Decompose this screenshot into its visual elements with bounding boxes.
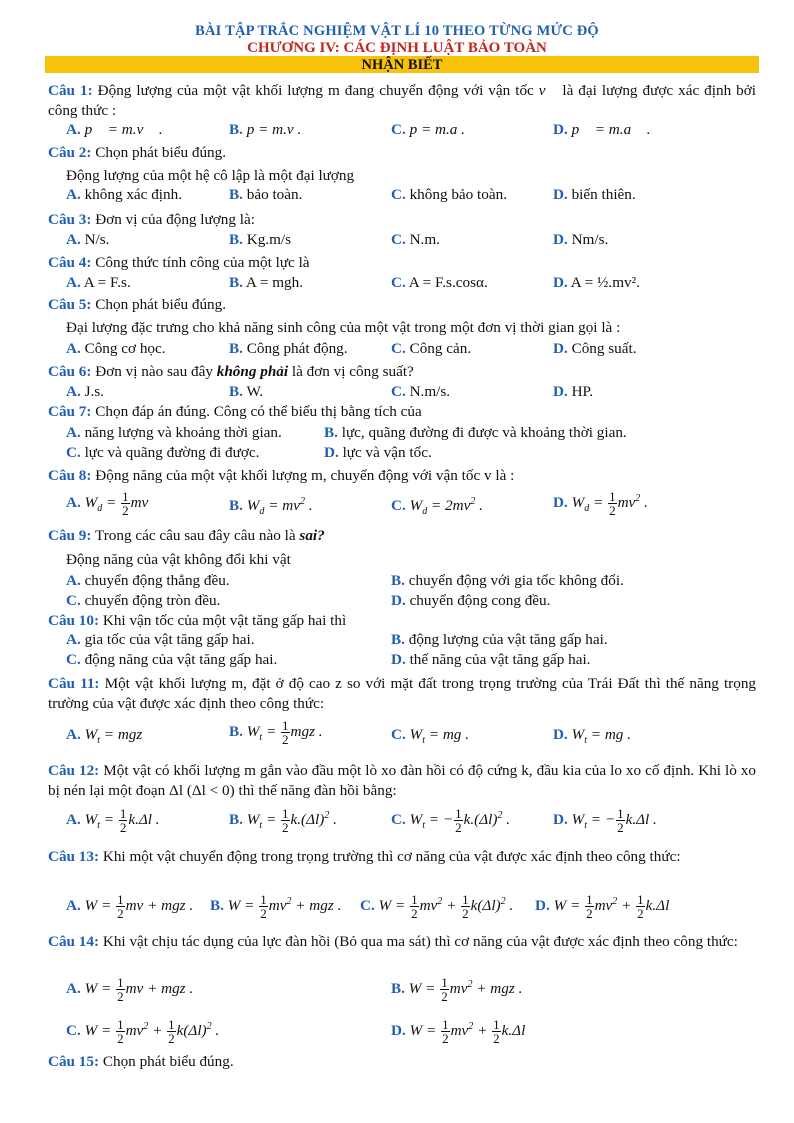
question-3: Câu 3: Đơn vị của động lượng là: xyxy=(48,211,255,228)
option-12d[interactable]: D. $W_t$ = − $\frac{1}{2}$ k.Δl . xyxy=(553,806,657,835)
fraction-half: $\frac{1}{2}$ xyxy=(260,892,267,921)
fraction-half: $\frac{1}{2}$ xyxy=(455,806,462,835)
fraction-half: $\frac{1}{2}$ xyxy=(119,806,127,835)
fraction-half: $\frac{1}{2}$ xyxy=(586,892,593,921)
option-10b[interactable]: B. động lượng của vật tăng gấp hai. xyxy=(391,631,608,648)
option-2b[interactable]: B. bảo toàn. xyxy=(229,186,303,203)
option-11c[interactable]: C. $W_t$ = mg . xyxy=(391,726,469,747)
option-1c[interactable]: C. p = m.a . xyxy=(391,121,465,138)
fraction-half: $\frac{1}{2}$ xyxy=(117,892,124,921)
option-11d[interactable]: D. $W_t$ = mg . xyxy=(553,726,631,747)
option-13b[interactable]: B. W = $\frac{1}{2}$ $mv^2$ + mgz . xyxy=(210,892,342,921)
fraction-half: $\frac{1}{2}$ xyxy=(282,806,289,835)
option-10c[interactable]: C. động năng của vật tăng gấp hai. xyxy=(66,651,278,668)
option-5c[interactable]: C. Công cản. xyxy=(391,340,472,357)
option-14c[interactable]: C. W = $\frac{1}{2}$ $mv^2$ + $\frac{1}{2}$ $k(\Delta l)^2$ . xyxy=(66,1017,220,1046)
option-4c[interactable]: C. A = F.s.cosα. xyxy=(391,274,488,291)
option-4a[interactable]: A. A = F.s. xyxy=(66,274,131,291)
fraction-half: $\frac{1}{2}$ xyxy=(122,489,129,518)
option-6b[interactable]: B. W. xyxy=(229,383,264,400)
document-title: BÀI TẬP TRẮC NGHIỆM VẬT LÍ 10 THEO TỪNG MỨC ĐỘ xyxy=(195,23,599,39)
option-13c[interactable]: C. W = $\frac{1}{2}$ $mv^2$ + $\frac{1}{2}$ $k(\Delta l)^2$ . xyxy=(360,892,514,921)
option-9c[interactable]: C. chuyển động tròn đều. xyxy=(66,592,221,609)
fraction-half: $\frac{1}{2}$ xyxy=(168,1017,175,1046)
fraction-half: $\frac{1}{2}$ xyxy=(441,975,448,1004)
option-7b[interactable]: B. lực, quãng đường đi được và khoảng thời gian. xyxy=(324,424,627,441)
option-14d[interactable]: D. W = $\frac{1}{2}$ $mv^2$ + $\frac{1}{2}$ k.Δl xyxy=(391,1017,526,1046)
question-4: Câu 4: Công thức tính công của một lực là xyxy=(48,254,310,271)
question-13: Câu 13: Khi một vật chuyển động trong trọng trường thì cơ năng của vật được xác định theo công thức: xyxy=(48,848,681,865)
option-7d[interactable]: D. lực và vận tốc. xyxy=(324,444,432,461)
question-1: Câu 1: Động lượng của một vật khối lượng m đang chuyển động với vận tốc v⃗ là đại lượng được xác định bởi công thức : xyxy=(48,82,757,119)
question-5-stem: Đại lượng đặc trưng cho khả năng sinh công của một vật trong một đơn vị thời gian gọi là : xyxy=(66,319,621,336)
question-2: Câu 2: Chọn phát biểu đúng. xyxy=(48,144,227,161)
question-10: Câu 10: Khi vận tốc của một vật tăng gấp hai thì xyxy=(48,612,347,629)
option-2c[interactable]: C. không bảo toàn. xyxy=(391,186,507,203)
fraction-half: $\frac{1}{2}$ xyxy=(609,489,616,518)
option-10d[interactable]: D. thế năng của vật tăng gấp hai. xyxy=(391,651,591,668)
option-12c[interactable]: C. $W_t$ = − $\frac{1}{2}$ $k.(\Delta l)^2$ . xyxy=(391,806,510,835)
option-1d[interactable]: D. p⃗ = m.a⃗ . xyxy=(553,121,651,138)
level-band: NHẬN BIẾT xyxy=(45,56,759,73)
option-9a[interactable]: A. chuyển động thẳng đều. xyxy=(66,572,230,589)
option-10a[interactable]: A. gia tốc của vật tăng gấp hai. xyxy=(66,631,255,648)
option-8c[interactable]: C. $W_d = 2mv^2$ . xyxy=(391,495,483,518)
option-6c[interactable]: C. N.m/s. xyxy=(391,383,451,400)
option-6a[interactable]: A. J.s. xyxy=(66,383,104,400)
option-7c[interactable]: C. lực và quãng đường đi được. xyxy=(66,444,260,461)
fraction-half: $\frac{1}{2}$ xyxy=(117,975,124,1004)
fraction-half: $\frac{1}{2}$ xyxy=(493,1017,500,1046)
option-7a[interactable]: A. năng lượng và khoảng thời gian. xyxy=(66,424,282,441)
option-5a[interactable]: A. Công cơ học. xyxy=(66,340,166,357)
option-1a[interactable]: A. p⃗ = m.v⃗ . xyxy=(66,121,163,138)
option-12a[interactable]: A. $W_t$ = $\frac{1}{2}$ k.Δl . xyxy=(66,806,160,835)
option-9b[interactable]: B. chuyển động với gia tốc không đổi. xyxy=(391,572,624,589)
option-4d[interactable]: D. A = ½.mv². xyxy=(553,274,640,291)
fraction-half: $\frac{1}{2}$ xyxy=(411,892,418,921)
chapter-title: CHƯƠNG IV: CÁC ĐỊNH LUẬT BẢO TOÀN xyxy=(247,40,547,56)
question-5: Câu 5: Chọn phát biểu đúng. xyxy=(48,296,227,313)
option-14a[interactable]: A. W = $\frac{1}{2}$ mv + mgz . xyxy=(66,975,194,1004)
option-11a[interactable]: A. $W_t$ = mgz xyxy=(66,726,143,747)
question-15: Câu 15: Chọn phát biểu đúng. xyxy=(48,1053,234,1070)
option-13d[interactable]: D. W = $\frac{1}{2}$ $mv^2$ + $\frac{1}{2}$ k.Δl xyxy=(535,892,670,921)
option-12b[interactable]: B. $W_t$ = $\frac{1}{2}$ $k.(\Delta l)^2$ . xyxy=(229,806,337,835)
option-3a[interactable]: A. N/s. xyxy=(66,231,110,248)
option-3b[interactable]: B. Kg.m/s xyxy=(229,231,292,248)
fraction-half: $\frac{1}{2}$ xyxy=(462,892,469,921)
option-13a[interactable]: A. W = $\frac{1}{2}$ mv + mgz . xyxy=(66,892,194,921)
option-5b[interactable]: B. Công phát động. xyxy=(229,340,348,357)
option-9d[interactable]: D. chuyển động cong đều. xyxy=(391,592,551,609)
fraction-half: $\frac{1}{2}$ xyxy=(637,892,644,921)
option-2d[interactable]: D. biến thiên. xyxy=(553,186,636,203)
question-11: Câu 11: Một vật khối lượng m, đặt ở độ cao z so với mặt đất trong trọng trường của Trái Đất thì thế năng trọng trường của vật được xác định theo công thức: xyxy=(48,675,757,712)
option-3d[interactable]: D. Nm/s. xyxy=(553,231,609,248)
question-9: Câu 9: Trong các câu sau đây câu nào là sai? xyxy=(48,527,325,544)
option-8b[interactable]: B. $W_d = mv^2$ . xyxy=(229,495,313,518)
option-2a[interactable]: A. không xác định. xyxy=(66,186,182,203)
option-8a[interactable]: A. $W_d$ = $\frac{1}{2}$ mv xyxy=(66,489,149,518)
fraction-half: $\frac{1}{2}$ xyxy=(617,806,624,835)
option-6d[interactable]: D. HP. xyxy=(553,383,594,400)
option-14b[interactable]: B. W = $\frac{1}{2}$ $mv^2$ + mgz . xyxy=(391,975,523,1004)
question-6: Câu 6: Đơn vị nào sau đây không phải là đơn vị công suất? xyxy=(48,363,414,380)
option-3c[interactable]: C. N.m. xyxy=(391,231,440,248)
option-11b[interactable]: B. $W_t$ = $\frac{1}{2}$ mgz . xyxy=(229,718,323,747)
question-8: Câu 8: Động năng của một vật khối lượng m, chuyển động với vận tốc v là : xyxy=(48,467,515,484)
option-1b[interactable]: B. p = m.v . xyxy=(229,121,302,138)
question-2-stem: Động lượng của một hệ cô lập là một đại lượng xyxy=(66,167,355,184)
question-9-stem: Động năng của vật không đổi khi vật xyxy=(66,551,291,568)
question-7: Câu 7: Chọn đáp án đúng. Công có thể biểu thị bằng tích của xyxy=(48,403,422,420)
fraction-half: $\frac{1}{2}$ xyxy=(282,718,289,747)
question-12: Câu 12: Một vật có khối lượng m gắn vào đầu một lò xo đàn hồi có độ cứng k, đầu kia của lo xo cố định. Khi lò xo bị nén lại một đoạn Δl (Δl < 0) thì thế năng đàn hồi bằng: xyxy=(48,762,756,799)
option-5d[interactable]: D. Công suất. xyxy=(553,340,637,357)
option-8d[interactable]: D. $W_d$ = $\frac{1}{2}$ $mv^2$ . xyxy=(553,489,648,518)
fraction-half: $\frac{1}{2}$ xyxy=(117,1017,124,1046)
option-4b[interactable]: B. A = mgh. xyxy=(229,274,303,291)
question-14: Câu 14: Khi vật chịu tác dụng của lực đàn hồi (Bỏ qua ma sát) thì cơ năng của vật được xác định theo công thức: xyxy=(48,933,738,950)
fraction-half: $\frac{1}{2}$ xyxy=(442,1017,449,1046)
